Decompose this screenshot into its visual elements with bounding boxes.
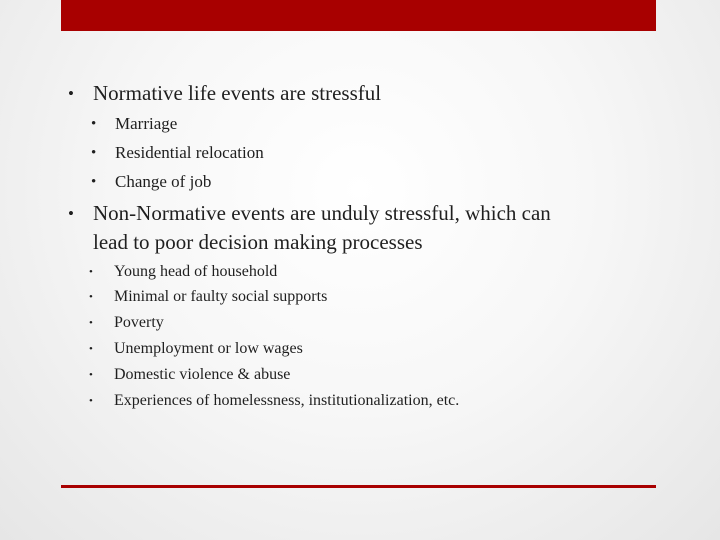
list-item [91,113,177,135]
normative-heading: Normative life events are stressful [93,81,382,105]
bullet-dot-icon: • [68,204,74,223]
bottom-accent-rule [61,485,656,488]
bullet-dot-icon: • [89,343,93,355]
non-normative-item-homelessness: Experiences of homelessness, institutionalization, etc. [114,392,460,409]
normative-item-marriage: Marriage [115,114,178,133]
bullet-normative [68,79,381,108]
bullet-dot-icon: • [91,145,97,161]
list-item [89,391,459,411]
bullet-dot-icon: • [68,84,74,103]
non-normative-item-social-supports: Minimal or faulty social supports [114,288,328,305]
bullet-dot-icon: • [89,317,93,329]
bullet-dot-icon: • [89,369,93,381]
bullet-dot-icon: • [89,291,93,303]
list-item [89,365,290,385]
non-normative-item-poverty: Poverty [114,314,164,331]
top-accent-bar [61,0,656,31]
list-item [89,339,303,359]
non-normative-heading [93,199,551,257]
non-normative-heading-line2: lead to poor decision making processes [93,230,423,254]
list-item [89,313,164,333]
non-normative-heading-line1: Non-Normative events are unduly stressful, which can [93,201,551,225]
bullet-dot-icon: • [89,266,93,278]
normative-item-job: Change of job [115,172,212,191]
bullet-non-normative [68,199,551,257]
bullet-dot-icon: • [91,116,97,132]
bullet-dot-icon: • [89,395,93,407]
bullet-dot-icon: • [91,174,97,190]
list-item [89,262,277,282]
list-item [89,287,327,307]
non-normative-item-unemployment: Unemployment or low wages [114,340,303,357]
list-item [91,142,264,164]
non-normative-item-domestic-violence: Domestic violence & abuse [114,366,291,383]
normative-item-relocation: Residential relocation [115,143,264,162]
non-normative-item-young-head: Young head of household [114,263,278,280]
list-item [91,171,211,193]
